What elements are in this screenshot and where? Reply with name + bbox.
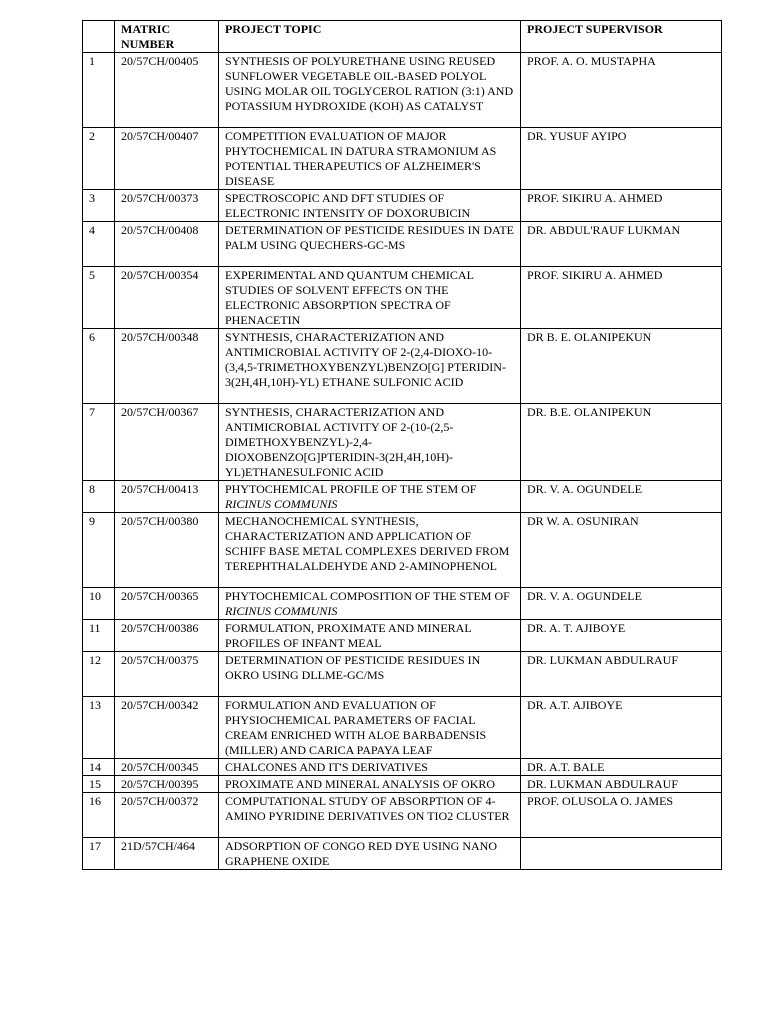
- supervisor-cell: DR. LUKMAN ABDULRAUF: [521, 776, 722, 793]
- serial-cell: 1: [83, 53, 115, 128]
- supervisor-cell: DR. A.T. AJIBOYE: [521, 697, 722, 759]
- serial-cell: 3: [83, 190, 115, 222]
- supervisor-cell: DR. LUKMAN ABDULRAUF: [521, 652, 722, 697]
- serial-cell: 14: [83, 759, 115, 776]
- topic-cell: SYNTHESIS, CHARACTERIZATION AND ANTIMICROBIAL ACTIVITY OF 2-(10-(2,5-DIMETHOXYBENZYL)-2,4-DIOXOBENZO[G]PTERIDIN-3(2H,4H,10H)-YL)ETHANESULFONIC ACID: [219, 404, 521, 481]
- supervisor-cell: DR. V. A. OGUNDELE: [521, 588, 722, 620]
- matric-cell: 20/57CH/00386: [115, 620, 219, 652]
- topic-cell: SYNTHESIS, CHARACTERIZATION AND ANTIMICROBIAL ACTIVITY OF 2-(2,4-DIOXO-10-(3,4,5-TRIMETHOXYBENZYL)BENZO[G] PTERIDIN-3(2H,4H,10H)-YL) ETHANE SULFONIC ACID: [219, 329, 521, 404]
- header-matric-number: MATRIC NUMBER: [115, 21, 219, 53]
- matric-cell: 20/57CH/00365: [115, 588, 219, 620]
- table-row: [83, 222, 722, 267]
- supervisor-cell: DR. B.E. OLANIPEKUN: [521, 404, 722, 481]
- topic-cell: ADSORPTION OF CONGO RED DYE USING NANO GRAPHENE OXIDE: [219, 838, 521, 870]
- supervisor-cell: DR. A.T. BALE: [521, 759, 722, 776]
- header-project-supervisor: PROJECT SUPERVISOR: [521, 21, 722, 53]
- topic-cell: [219, 588, 521, 620]
- serial-cell: 17: [83, 838, 115, 870]
- supervisor-cell: DR. YUSUF AYIPO: [521, 128, 722, 190]
- topic-cell: SPECTROSCOPIC AND DFT STUDIES OF ELECTRONIC INTENSITY OF DOXORUBICIN: [219, 190, 521, 222]
- topic-cell: SYNTHESIS OF POLYURETHANE USING REUSED SUNFLOWER VEGETABLE OIL-BASED POLYOL USING MOLAR OIL TOGLYCEROL RATION (3:1) AND POTASSIUM HYDROXIDE (KOH) AS CATALYST: [219, 53, 521, 128]
- topic-cell: [219, 481, 521, 513]
- serial-cell: 2: [83, 128, 115, 190]
- supervisor-cell: PROF. SIKIRU A. AHMED: [521, 267, 722, 329]
- serial-cell: 15: [83, 776, 115, 793]
- header-project-topic: PROJECT TOPIC: [219, 21, 521, 53]
- table-row: [83, 588, 722, 620]
- matric-cell: 20/57CH/00375: [115, 652, 219, 697]
- table-row: [83, 759, 722, 776]
- supervisor-cell: DR W. A. OSUNIRAN: [521, 513, 722, 588]
- serial-cell: 12: [83, 652, 115, 697]
- matric-cell: 20/57CH/00380: [115, 513, 219, 588]
- supervisor-cell: DR. ABDUL'RAUF LUKMAN: [521, 222, 722, 267]
- supervisor-cell: PROF. OLUSOLA O. JAMES: [521, 793, 722, 838]
- topic-cell: EXPERIMENTAL AND QUANTUM CHEMICAL STUDIES OF SOLVENT EFFECTS ON THE ELECTRONIC ABSORPTION SPECTRA OF PHENACETIN: [219, 267, 521, 329]
- project-allocation-table: [82, 20, 722, 870]
- serial-cell: 11: [83, 620, 115, 652]
- table-row: [83, 793, 722, 838]
- table-row: [83, 481, 722, 513]
- supervisor-cell: DR. A. T. AJIBOYE: [521, 620, 722, 652]
- topic-cell: FORMULATION, PROXIMATE AND MINERAL PROFILES OF INFANT MEAL: [219, 620, 521, 652]
- matric-cell: 20/57CH/00372: [115, 793, 219, 838]
- supervisor-cell: PROF. SIKIRU A. AHMED: [521, 190, 722, 222]
- serial-cell: 10: [83, 588, 115, 620]
- header-serial: [83, 21, 115, 53]
- table-row: [83, 128, 722, 190]
- topic-cell: COMPETITION EVALUATION OF MAJOR PHYTOCHEMICAL IN DATURA STRAMONIUM AS POTENTIAL THERAPEUTICS OF ALZHEIMER'S DISEASE: [219, 128, 521, 190]
- serial-cell: 8: [83, 481, 115, 513]
- matric-cell: 21D/57CH/464: [115, 838, 219, 870]
- topic-text: PHYTOCHEMICAL PROFILE OF THE STEM OF: [225, 482, 477, 496]
- serial-cell: 7: [83, 404, 115, 481]
- matric-cell: 20/57CH/00354: [115, 267, 219, 329]
- matric-cell: 20/57CH/00413: [115, 481, 219, 513]
- table-row: [83, 838, 722, 870]
- topic-cell: MECHANOCHEMICAL SYNTHESIS, CHARACTERIZATION AND APPLICATION OF SCHIFF BASE METAL COMPLEXES DERIVED FROM TEREPHTHALALDEHYDE AND 2-AMINOPHENOL: [219, 513, 521, 588]
- species-name: RICINUS COMMUNIS: [225, 604, 338, 618]
- table-row: [83, 190, 722, 222]
- topic-text: PHYTOCHEMICAL COMPOSITION OF THE STEM OF: [225, 589, 510, 603]
- matric-cell: 20/57CH/00373: [115, 190, 219, 222]
- table-header-row: [83, 21, 722, 53]
- supervisor-cell: PROF. A. O. MUSTAPHA: [521, 53, 722, 128]
- table-row: [83, 404, 722, 481]
- table-row: [83, 53, 722, 128]
- matric-cell: 20/57CH/00342: [115, 697, 219, 759]
- table-row: [83, 267, 722, 329]
- serial-cell: 9: [83, 513, 115, 588]
- table-row: [83, 513, 722, 588]
- matric-cell: 20/57CH/00345: [115, 759, 219, 776]
- serial-cell: 6: [83, 329, 115, 404]
- matric-cell: 20/57CH/00367: [115, 404, 219, 481]
- matric-cell: 20/57CH/00407: [115, 128, 219, 190]
- table-row: [83, 652, 722, 697]
- matric-cell: 20/57CH/00408: [115, 222, 219, 267]
- table-row: [83, 697, 722, 759]
- topic-cell: FORMULATION AND EVALUATION OF PHYSIOCHEMICAL PARAMETERS OF FACIAL CREAM ENRICHED WITH ALOE BARBADENSIS (MILLER) AND CARICA PAPAYA LEAF: [219, 697, 521, 759]
- supervisor-cell: [521, 838, 722, 870]
- matric-cell: 20/57CH/00395: [115, 776, 219, 793]
- serial-cell: 5: [83, 267, 115, 329]
- supervisor-cell: DR. V. A. OGUNDELE: [521, 481, 722, 513]
- topic-cell: DETERMINATION OF PESTICIDE RESIDUES IN DATE PALM USING QUECHERS-GC-MS: [219, 222, 521, 267]
- table-row: [83, 776, 722, 793]
- serial-cell: 4: [83, 222, 115, 267]
- topic-cell: DETERMINATION OF PESTICIDE RESIDUES IN OKRO USING DLLME-GC/MS: [219, 652, 521, 697]
- matric-cell: 20/57CH/00405: [115, 53, 219, 128]
- matric-cell: 20/57CH/00348: [115, 329, 219, 404]
- table-row: [83, 620, 722, 652]
- serial-cell: 16: [83, 793, 115, 838]
- species-name: RICINUS COMMUNIS: [225, 497, 338, 511]
- serial-cell: 13: [83, 697, 115, 759]
- topic-cell: COMPUTATIONAL STUDY OF ABSORPTION OF 4-AMINO PYRIDINE DERIVATIVES ON TIO2 CLUSTER: [219, 793, 521, 838]
- supervisor-cell: DR B. E. OLANIPEKUN: [521, 329, 722, 404]
- table-row: [83, 329, 722, 404]
- topic-cell: CHALCONES AND IT'S DERIVATIVES: [219, 759, 521, 776]
- topic-cell: PROXIMATE AND MINERAL ANALYSIS OF OKRO: [219, 776, 521, 793]
